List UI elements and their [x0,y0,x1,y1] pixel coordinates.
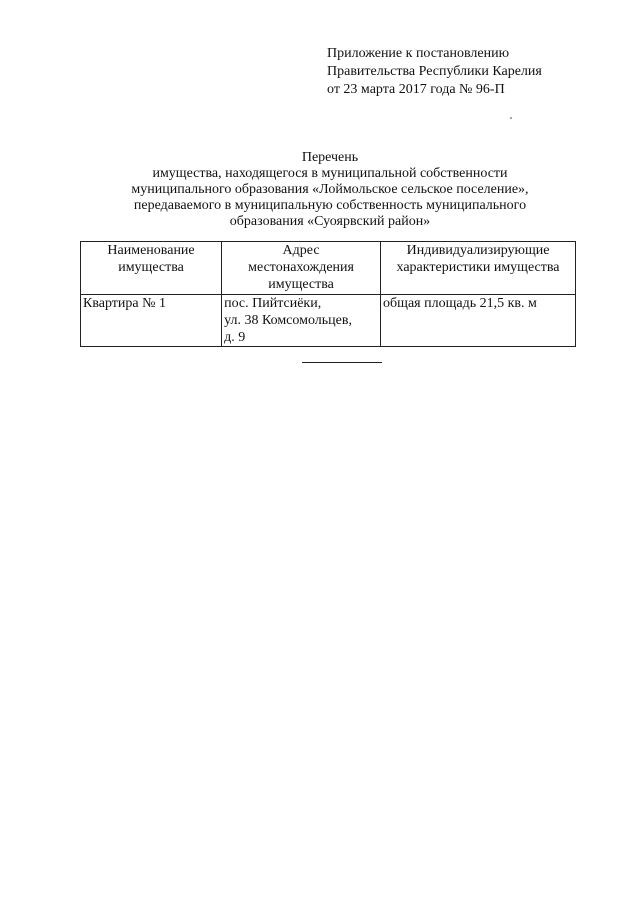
appendix-line: Правительства Республики Карелия [327,64,542,79]
header-address [222,242,381,295]
cell-text: пос. Пийтсиёки, [224,296,322,311]
header-text: характеристики имущества [396,260,560,275]
cell-name [81,295,222,347]
header-text: имущества [118,260,184,275]
document-title [80,150,580,230]
scan-speck [510,117,512,119]
header-name [81,242,222,295]
cell-text: ул. 38 Комсомольцев, [224,313,352,328]
header-text: местонахождения [248,260,354,275]
table-row [81,295,576,347]
title-line: образования «Суоярвский район» [229,214,431,229]
title-line: передаваемого в муниципальную собственность муниципального [133,198,527,213]
cell-text: общая площадь 21,5 кв. м [383,296,537,311]
header-text: имущества [268,277,334,292]
cell-characteristics [381,295,576,347]
cell-text: Квартира № 1 [83,296,166,311]
header-text: Индивидуализирующие [406,243,550,258]
title-line: муниципального образования «Лоймольское сельское поселение», [131,182,529,197]
closing-rule [302,362,382,363]
header-characteristics [381,242,576,295]
title-line: имущества, находящегося в муниципальной собственности [152,166,508,181]
table-header-row [81,242,576,295]
header-text: Адрес [282,243,320,258]
title-heading: Перечень [301,150,359,165]
property-table [80,241,576,347]
cell-text: д. 9 [224,330,246,345]
appendix-line: Приложение к постановлению [327,46,510,61]
appendix-line: от 23 марта 2017 года № 96-П [327,82,505,97]
appendix-note [327,45,542,99]
cell-address [222,295,381,347]
header-text: Наименование [107,243,195,258]
